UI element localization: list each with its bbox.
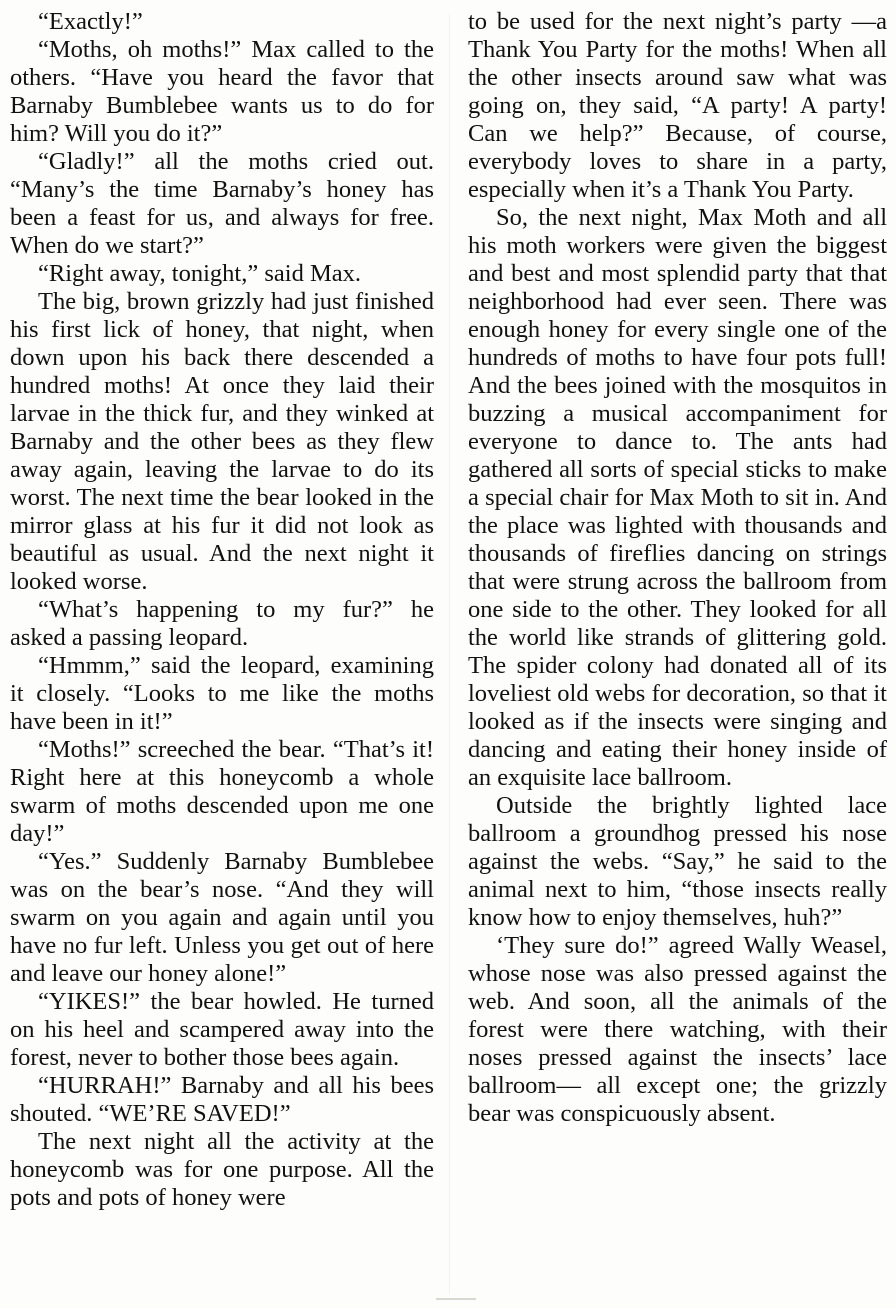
paragraph: “Gladly!” all the moths cried out. “Many’s the time Barnaby’s honey has been a feast for us, and always for free. When do we start?” xyxy=(10,148,434,259)
paragraph: “YIKES!” the bear howled. He turned on his heel and scampered away into the forest, never to bother those bees again. xyxy=(10,988,434,1071)
paragraph: So, the next night, Max Moth and all his moth workers were given the biggest and best and most splendid party that that neighborhood had ever seen. There was enough honey for every single one of the hundreds of moths to have four pots full! And the bees joined with the mosquitos in buzzing a musical accompaniment for everyone to dance to. The ants had gathered all sorts of special sticks to make a special chair for Max Moth to sit in. And the place was lighted with thousands and thousands of fireflies dancing on strings that were strung across the ballroom from one side to the other. They looked for all the world like strands of glittering gold. The spider colony had donated all of its loveliest old webs for decoration, so that it looked as if the insects were singing and dancing and eating their honey inside of an exquisite lace ballroom. xyxy=(468,204,887,791)
page-fold-mark xyxy=(436,1298,476,1300)
left-column xyxy=(10,8,434,1212)
paragraph: The next night all the activity at the honeycomb was for one purpose. All the pots and pots of honey were xyxy=(10,1128,434,1211)
paragraph: “Right away, tonight,” said Max. xyxy=(38,260,361,287)
paragraph: “Moths!” screeched the bear. “That’s it! Right here at this honeycomb a whole swarm of moths descended upon me one day!” xyxy=(10,736,434,847)
paragraph: The big, brown grizzly had just finished his first lick of honey, that night, when down upon his back there descended a hundred moths! At once they laid their larvae in the thick fur, and they winked at Barnaby and the other bees as they flew away again, leaving the larvae to do its worst. The next time the bear looked in the mirror glass at his fur it did not look as beautiful as usual. And the next night it looked worse. xyxy=(10,288,434,595)
paragraph: “Moths, oh moths!” Max called to the others. “Have you heard the favor that Barnaby Bumblebee wants us to do for him? Will you do it?” xyxy=(10,36,434,147)
paragraph: “Hmmm,” said the leopard, examining it closely. “Looks to me like the moths have been in it!” xyxy=(10,652,434,735)
paragraph: to be used for the next night’s party —a Thank You Party for the moths! When all the other insects around saw what was going on, they said, “A party! A party! Can we help?” Because, of course, everybody loves to share in a party, especially when it’s a Thank You Party. xyxy=(468,8,887,203)
paragraph: “Yes.” Suddenly Barnaby Bumblebee was on the bear’s nose. “And they will swarm on you again and again until you have no fur left. Unless you get out of here and leave our honey alone!” xyxy=(10,848,434,987)
paragraph: ‘They sure do!” agreed Wally Weasel, whose nose was also pressed against the web. And soon, all the animals of the forest were there watching, with their noses pressed against the insects’ lace ballroom— all except one; the grizzly bear was conspicuously absent. xyxy=(468,932,887,1127)
paragraph: “Exactly!” xyxy=(38,8,143,35)
right-column xyxy=(468,8,887,1128)
column-gutter xyxy=(449,14,450,1294)
paragraph: “What’s happening to my fur?” he asked a passing leopard. xyxy=(10,596,434,651)
paragraph: Outside the brightly lighted lace ballroom a groundhog pressed his nose against the webs. “Say,” he said to the animal next to him, “those insects really know how to enjoy themselves, huh?” xyxy=(468,792,887,931)
paragraph: “HURRAH!” Barnaby and all his bees shouted. “WE’RE SAVED!” xyxy=(10,1072,434,1127)
